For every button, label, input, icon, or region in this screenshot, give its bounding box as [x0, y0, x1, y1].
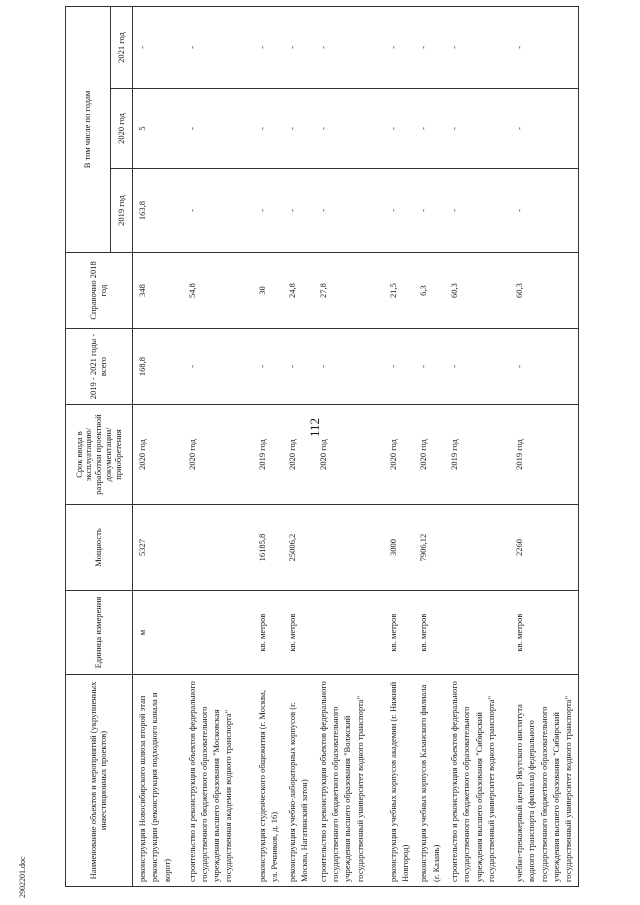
cell-2019: -	[384, 169, 415, 253]
cell-ref-2018: 21,5	[384, 253, 415, 329]
cell-unit: кв. метров	[510, 591, 578, 675]
cell-2020: -	[384, 89, 415, 169]
cell-2019: -	[314, 169, 384, 253]
cell-deadline: 2020 год	[384, 405, 415, 505]
cell-name: строительство и реконструкция объектов федерального государственного бюджетного образовательного учреждения высшего образования "Московская государственная академия водного транспорта"	[183, 675, 253, 887]
cell-2021: -	[384, 6, 415, 88]
cell-name: строительство и реконструкция объектов федерального государственного бюджетного образовательного учреждения высшего образования "Сибирский государственный университет водного транспорта"	[445, 675, 510, 887]
cell-capacity	[445, 505, 510, 591]
table-row	[133, 6, 183, 886]
cell-capacity: 25006,2	[283, 505, 314, 591]
rotated-table-container	[65, 7, 575, 887]
cell-capacity: 5327	[133, 505, 183, 591]
table-row	[414, 6, 445, 886]
cell-unit	[314, 591, 384, 675]
cell-2021: -	[133, 6, 183, 88]
header-unit: Единица измерения	[66, 591, 133, 675]
cell-total: -	[283, 329, 314, 405]
cell-name: реконструкция Новосибирского шлюза второй этап реконструкции (реконструкция подходного канала и ворот)	[133, 675, 183, 887]
page-number: 112	[307, 417, 322, 437]
cell-deadline: 2020 год	[133, 405, 183, 505]
cell-2019: -	[283, 169, 314, 253]
table-header-row	[66, 6, 111, 886]
cell-deadline: 2020 год	[283, 405, 314, 505]
cell-total: 168,8	[133, 329, 183, 405]
header-2020: 2020 год	[111, 89, 133, 169]
cell-total: -	[183, 329, 253, 405]
investment-table	[65, 6, 579, 887]
cell-name: учебно-тренажерный центр Якутского института водного транспорта (филиала) федерального государственного бюджетного образовательного учреждения высшего образования "Сибирский государственный университет водного транспорта"	[510, 675, 578, 887]
cell-deadline: 2019 год	[445, 405, 510, 505]
header-ref-2018: Справочно 2018 год	[66, 253, 133, 329]
cell-2020: 5	[133, 89, 183, 169]
cell-unit: м	[133, 591, 183, 675]
cell-2020: -	[445, 89, 510, 169]
cell-total: -	[314, 329, 384, 405]
footer-doc-code: 2902201.doc	[18, 856, 27, 898]
header-deadline: Срок ввода в эксплуатацию/ разработки проектной документации/ приобретения	[66, 405, 133, 505]
cell-2020: -	[314, 89, 384, 169]
cell-deadline: 2019 год	[510, 405, 578, 505]
cell-2021: -	[510, 6, 578, 88]
cell-capacity	[314, 505, 384, 591]
cell-2020: -	[183, 89, 253, 169]
cell-2019: 163,8	[133, 169, 183, 253]
cell-total: -	[414, 329, 445, 405]
cell-2019: -	[253, 169, 284, 253]
cell-unit: кв. метров	[414, 591, 445, 675]
cell-total: -	[384, 329, 415, 405]
cell-2021: -	[314, 6, 384, 88]
header-total: 2019 - 2021 годы - всего	[66, 329, 133, 405]
cell-unit: кв. метров	[253, 591, 284, 675]
cell-2020: -	[510, 89, 578, 169]
cell-2020: -	[253, 89, 284, 169]
cell-deadline: 2020 год	[183, 405, 253, 505]
cell-2019: -	[414, 169, 445, 253]
cell-ref-2018: 30	[253, 253, 284, 329]
cell-2021: -	[283, 6, 314, 88]
cell-capacity: 3000	[384, 505, 415, 591]
cell-total: -	[445, 329, 510, 405]
cell-deadline: 2020 год	[314, 405, 384, 505]
table-row	[253, 6, 284, 886]
cell-name: реконструкция учебно-лабораторных корпусов (г. Москва, Нагатинский затон)	[283, 675, 314, 887]
cell-name: реконструкция учебных корпусов академии (г. Нижний Новгород)	[384, 675, 415, 887]
table-row	[510, 6, 578, 886]
cell-name: реконструкция учебных корпусов Казанского филиала (г. Казань)	[414, 675, 445, 887]
header-capacity: Мощность	[66, 505, 133, 591]
cell-2020: -	[283, 89, 314, 169]
table-row	[314, 6, 384, 886]
cell-capacity: 16185,8	[253, 505, 284, 591]
cell-capacity: 2260	[510, 505, 578, 591]
cell-total: -	[510, 329, 578, 405]
cell-deadline: 2020 год	[414, 405, 445, 505]
cell-ref-2018: 60,3	[445, 253, 510, 329]
cell-capacity	[183, 505, 253, 591]
cell-unit	[183, 591, 253, 675]
table-row	[445, 6, 510, 886]
cell-unit: кв. метров	[384, 591, 415, 675]
table-row	[183, 6, 253, 886]
cell-2021: -	[414, 6, 445, 88]
cell-2021: -	[445, 6, 510, 88]
cell-2020: -	[414, 89, 445, 169]
table-row	[384, 6, 415, 886]
cell-2019: -	[510, 169, 578, 253]
cell-ref-2018: 27,8	[314, 253, 384, 329]
cell-2019: -	[445, 169, 510, 253]
cell-2021: -	[253, 6, 284, 88]
cell-ref-2018: 6,3	[414, 253, 445, 329]
cell-ref-2018: 60,3	[510, 253, 578, 329]
cell-capacity: 7906,12	[414, 505, 445, 591]
cell-unit: кв. метров	[283, 591, 314, 675]
table-row	[283, 6, 314, 886]
header-including-by-years: В том числе по годам	[66, 6, 111, 252]
cell-total: -	[253, 329, 284, 405]
cell-2021: -	[183, 6, 253, 88]
cell-name: строительство и реконструкция объектов федерального государственного бюджетного образовательного учреждения высшего образования "Волжский государственный университет водного транспорта"	[314, 675, 384, 887]
cell-ref-2018: 54,8	[183, 253, 253, 329]
cell-deadline: 2019 год	[253, 405, 284, 505]
header-2019: 2019 год	[111, 169, 133, 253]
cell-ref-2018: 348	[133, 253, 183, 329]
cell-2019: -	[183, 169, 253, 253]
header-2021: 2021 год	[111, 6, 133, 88]
header-name: Наименование объектов и мероприятий (укрупненных инвестиционных проектов)	[66, 675, 133, 887]
cell-ref-2018: 24,8	[283, 253, 314, 329]
cell-name: реконструкция студенческого общежития (г. Москва, ул. Речников, д. 16)	[253, 675, 284, 887]
cell-unit	[445, 591, 510, 675]
